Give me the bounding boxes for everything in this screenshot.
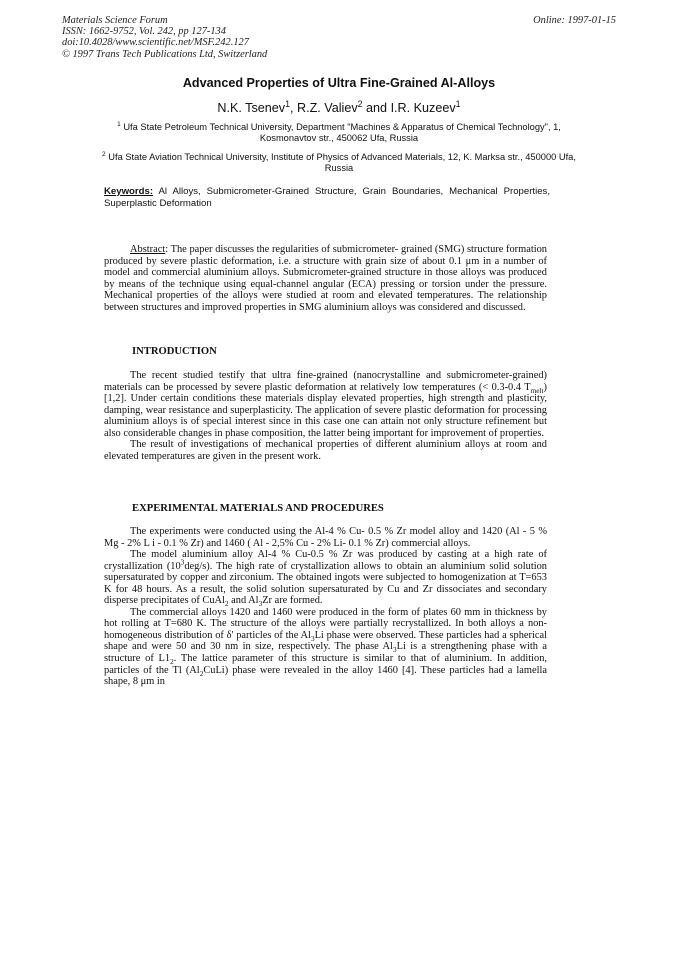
author-name: R.Z. Valiev [296, 101, 358, 115]
experimental-body [104, 526, 547, 688]
affiliation-text: Ufa State Petroleum Technical University, Department "Machines & Apparatus of Chemical Technology", 1, Kosmonavtov str., 450062 Ufa, Russia [123, 122, 561, 144]
affiliation-mark: 2 [102, 150, 106, 158]
abstract-label: Abstract [130, 244, 166, 255]
section-heading-experimental: EXPERIMENTAL MATERIALS AND PROCEDURES [132, 503, 384, 514]
paragraph: The experiments were conducted using the Al-4 % Cu- 0.5 % Zr model alloy and 1420 (Al - 5 % Mg - 2% L i - 0.1 % Zr) and 1460 ( Al - 2,5% Cu - 2% Li- 0.1 % Zr) commercial alloys. [104, 526, 547, 549]
affiliation [100, 152, 578, 175]
author-affil-mark: 1 [285, 98, 290, 109]
author-separator: , [289, 101, 297, 115]
paragraph: The recent studied testify that ultra fine-grained (nanocrystalline and submicrometer-grained) materials can be processed by severe plastic deformation at relatively low temperatures (< 0.3-0.4 $T_{melt}$) [1,2]. Under certain conditions these materials display elevated properties, high strength and plasticity, damping, wear resistance and superplasticity. The application of severe plastic deformation for processing aluminium alloys is of special interest since in this case one can attain not only structure refinement but also considerable changes in phase composition, the latter being important for improvement of properties. [104, 370, 547, 439]
affiliation-mark: 1 [117, 120, 121, 128]
paragraph: The commercial alloys 1420 and 1460 were produced in the form of plates 60 mm in thickness by hot rolling at T=680 K. The structure of the alloys were partially recrystallized. In both alloys a non-homogeneous distribution of δ' particles of the $Al_3Li$ phase were observed. These particles had a spherical shape and were 50 and 30 nm in size, respectively. The phase $Al_3Li$ is a strengthening phase with a structure of $L1_2$. The lattice parameter of this structure is similar to that of aluminium. In addition, particles of the Tl $(Al_2CuLi)$ phase were revealed in the alloy 1460 [4]. These particles had a lamella shape, 8 μm in [104, 606, 548, 688]
journal-doi: doi:10.4028/www.scientific.net/MSF.242.127 [62, 37, 249, 49]
journal-header [62, 15, 267, 60]
affiliation [100, 122, 578, 145]
author-list [0, 98, 678, 115]
paragraph: The model aluminium alloy Al-4 % Cu-0.5 % Zr was produced by casting at a high rate of crystallization $(10^3deg/s)$. The high rate of crystallization allows to obtain an aluminium solid solution supersaturated by copper and zirconium. The obtained ingots were subjected to homogenization at T=653 K for 48 hours. As a result, the solid solution supersaturated by Cu and Zr dissociates and secondary disperse precipitates of CuAl$_2$ and $Al_3Zr$ are formed. [104, 549, 547, 609]
introduction-body [104, 370, 547, 462]
affiliation-text: Ufa State Aviation Technical University, Institute of Physics of Advanced Materials, 12, K. Marksa str., 450000 Ufa, Russia [108, 152, 576, 174]
keywords [104, 186, 550, 209]
abstract-text: : The paper discusses the regularities of submicrometer- grained (SMG) structure formation produced by severe plastic deformation, i.e. a structure with grain size of about 0.1 μm in a number of model and commercial aluminium alloys. Submicrometer-grained structure in those alloys was produced by means of the technique using equal-channel angular (ECA) pressing or torsion under the pressure. Mechanical properties of the alloys were studied at room and elevated temperatures. The relationship between structures and improved properties in SMG aluminium alloys was considered and discussed. [104, 244, 547, 313]
author-affil-mark: 1 [455, 98, 461, 109]
keywords-label: Keywords: [104, 186, 154, 197]
abstract [104, 244, 547, 313]
journal-issn: ISSN: 1662-9752, Vol. 242, pp 127-134 [62, 26, 226, 38]
keywords-text: Al Alloys, Submicrometer-Grained Structure, Grain Boundaries, Mechanical Properties, Superplastic Deformation [104, 186, 550, 209]
journal-name: Materials Science Forum [62, 15, 168, 26]
paper-title: Advanced Properties of Ultra Fine-Grained Al-Alloys [182, 76, 496, 90]
author-name: I.R. Kuzeev [390, 101, 456, 115]
author-name: N.K. Tsenev [217, 101, 286, 115]
online-date: Online: 1997-01-15 [533, 15, 616, 26]
journal-copyright: © 1997 Trans Tech Publications Ltd, Switzerland [62, 48, 268, 60]
section-heading-introduction: INTRODUCTION [132, 346, 217, 357]
author-separator: and [362, 101, 391, 115]
paragraph: The result of investigations of mechanical properties of different aluminium alloys at room and elevated temperatures are given in the present work. [104, 439, 547, 462]
author-affil-mark: 2 [357, 98, 363, 109]
